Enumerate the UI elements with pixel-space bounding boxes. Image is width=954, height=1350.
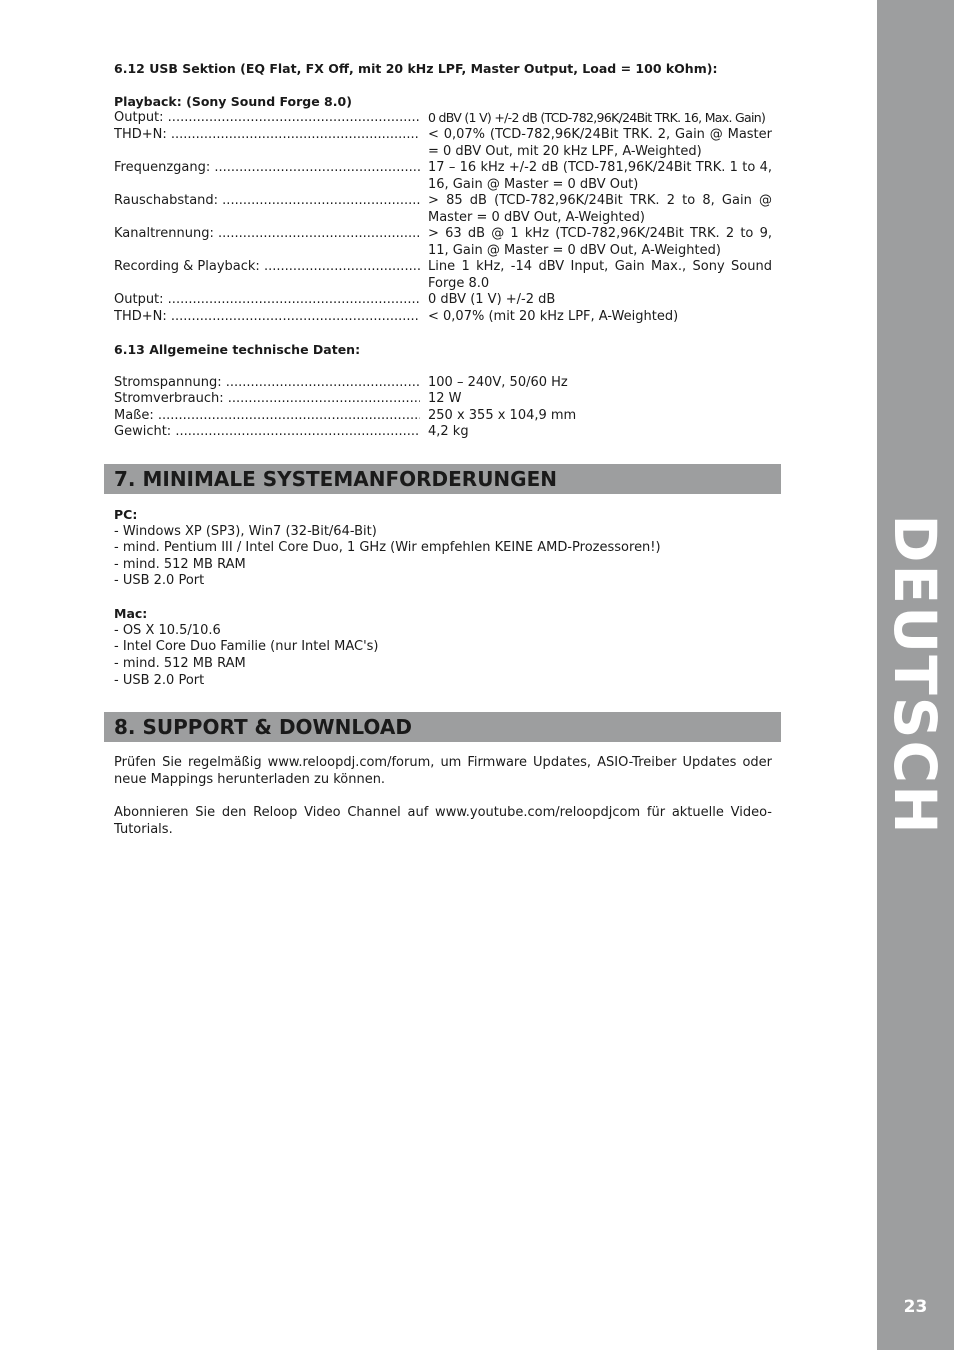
requirements-title: 7. MINIMALE SYSTEMANFORDERUNGEN bbox=[114, 467, 557, 491]
spec-row bbox=[114, 110, 774, 127]
spec-label: THD+N: ..... bbox=[114, 309, 420, 326]
spec-value: 4,2 kg bbox=[428, 424, 469, 439]
spec-row bbox=[114, 375, 774, 392]
spec-value: 0 dBV (1 V) +/-2 dB bbox=[428, 292, 556, 307]
spec-row bbox=[114, 292, 774, 309]
spec-label: Frequenzgang: ..... bbox=[114, 160, 420, 177]
list-item: - mind. 512 MB RAM bbox=[114, 656, 246, 671]
mac-heading: Mac: bbox=[114, 606, 148, 621]
spec-row bbox=[114, 259, 774, 291]
requirements-section-bar bbox=[104, 464, 781, 494]
list-item: - Intel Core Duo Familie (nur Intel MAC's) bbox=[114, 639, 379, 654]
pc-heading: PC: bbox=[114, 507, 138, 522]
spec-value: 100 – 240V, 50/60 Hz bbox=[428, 375, 568, 390]
support-section-bar bbox=[104, 712, 781, 742]
spec-row bbox=[114, 391, 774, 408]
list-item: - Windows XP (SP3), Win7 (32-Bit/64-Bit) bbox=[114, 524, 377, 539]
playback-heading: Playback: (Sony Sound Forge 8.0) bbox=[114, 94, 352, 109]
spec-value: > 63 dB @ 1 kHz (TCD-782,96K/24Bit TRK. 2 to 9, 11, Gain @ Master = 0 dBV Out, A-Weighted) bbox=[428, 226, 772, 258]
spec-row bbox=[114, 193, 774, 225]
spec-value: 12 W bbox=[428, 391, 462, 406]
page-number: 23 bbox=[903, 1297, 928, 1317]
list-item: - USB 2.0 Port bbox=[114, 573, 205, 588]
spec-value: 250 x 355 x 104,9 mm bbox=[428, 408, 577, 423]
spec-label: Output: ..... bbox=[114, 292, 420, 309]
list-item: - mind. Pentium III / Intel Core Duo, 1 GHz (Wir empfehlen KEINE AMD-Prozessoren!) bbox=[114, 540, 661, 555]
support-paragraph: Abonnieren Sie den Reloop Video Channel auf www.youtube.com/reloopdjcom für aktuelle Video-Tutorials. bbox=[114, 805, 772, 837]
spec-row bbox=[114, 424, 774, 441]
spec-label: Stromspannung: ..... bbox=[114, 375, 420, 392]
spec-row bbox=[114, 127, 774, 159]
support-paragraph: Prüfen Sie regelmäßig www.reloopdj.com/forum, um Firmware Updates, ASIO-Treiber Updates oder neue Mappings herunterladen zu können. bbox=[114, 755, 772, 787]
spec-value: Line 1 kHz, -14 dBV Input, Gain Max., Sony Sound Forge 8.0 bbox=[428, 259, 772, 291]
support-title: 8. SUPPORT & DOWNLOAD bbox=[114, 715, 412, 739]
spec-value: 0 dBV (1 V) +/-2 dB (TCD-782,96K/24Bit TRK. 16, Max. Gain) bbox=[428, 110, 766, 125]
spec-label: Recording & Playback: ..... bbox=[114, 259, 420, 276]
spec-row bbox=[114, 309, 774, 326]
spec-value: > 85 dB (TCD-782,96K/24Bit TRK. 2 to 8, Gain @ Master = 0 dBV Out, A-Weighted) bbox=[428, 193, 772, 225]
spec-row bbox=[114, 160, 774, 192]
usb-section-heading: 6.12 USB Sektion (EQ Flat, FX Off, mit 20 kHz LPF, Master Output, Load = 100 kOhm): bbox=[114, 61, 718, 76]
list-item: - mind. 512 MB RAM bbox=[114, 557, 246, 572]
spec-value: < 0,07% (mit 20 kHz LPF, A-Weighted) bbox=[428, 309, 679, 324]
spec-label: THD+N: ..... bbox=[114, 127, 420, 144]
spec-label: Gewicht: ..... bbox=[114, 424, 420, 441]
spec-label: Kanaltrennung: ..... bbox=[114, 226, 420, 243]
list-item: - USB 2.0 Port bbox=[114, 673, 205, 688]
spec-value: 17 – 16 kHz +/-2 dB (TCD-781,96K/24Bit TRK. 1 to 4, 16, Gain @ Master = 0 dBV Out) bbox=[428, 160, 772, 192]
spec-label: Stromverbrauch: ..... bbox=[114, 391, 420, 408]
spec-label: Rauschabstand: ..... bbox=[114, 193, 420, 210]
spec-value: < 0,07% (TCD-782,96K/24Bit TRK. 2, Gain @ Master = 0 dBV Out, mit 20 kHz LPF, A-Weighted) bbox=[428, 127, 772, 159]
spec-row bbox=[114, 408, 774, 425]
spec-label: Output: ..... bbox=[114, 110, 420, 127]
list-item: - OS X 10.5/10.6 bbox=[114, 623, 221, 638]
language-label: DEUTSCH bbox=[881, 514, 949, 836]
spec-label: Maße: ..... bbox=[114, 408, 420, 425]
general-section-heading: 6.13 Allgemeine technische Daten: bbox=[114, 342, 361, 357]
spec-row bbox=[114, 226, 774, 258]
